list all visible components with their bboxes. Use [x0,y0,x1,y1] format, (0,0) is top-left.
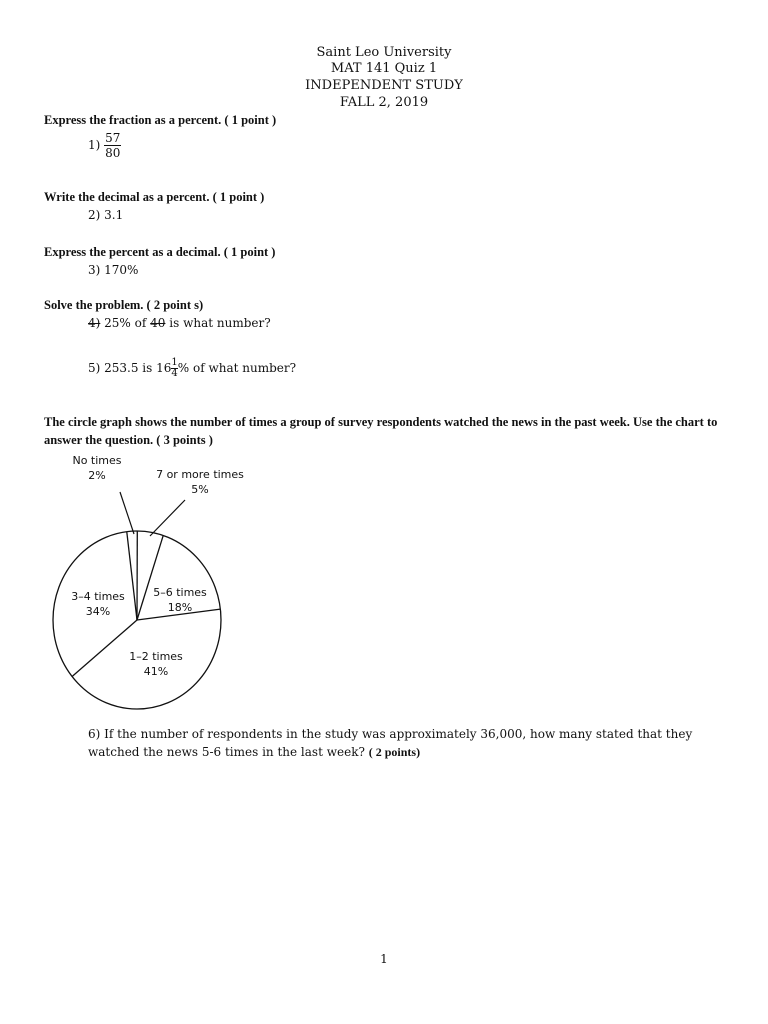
pie-value-label: 2% [88,469,106,482]
instruction-4: Solve the problem. ( 2 point s) [44,298,204,312]
question-5-rest: % of what number? [177,361,297,375]
question-2: 2) 3.1 [88,208,124,222]
question-1-number: 1) [88,138,101,152]
question-1 [88,131,121,160]
question-4 [88,316,271,330]
fraction-numerator: 57 [105,131,121,145]
header-university: Saint Leo University [316,45,452,60]
pie-leader-line [150,500,185,536]
pie-value-label: 41% [143,665,169,678]
question-6-text: 6) If the number of respondents in the study was approximately 36,000, how many stated that they watched the news 5-6 times in the last week? [88,727,693,759]
pie-label: 1–2 times [129,650,183,663]
header-study: INDEPENDENT STUDY [305,78,463,93]
page-number: 1 [380,952,388,966]
pie-label: 7 or more times [156,468,244,481]
question-4-of: of [134,316,147,330]
question-5 [88,358,296,379]
question-4-value: 40 [150,316,166,330]
pie-chart [40,450,280,710]
pie-leader-line [120,492,134,534]
question-5-lead: 5) 253.5 is 16 [88,361,172,375]
question-6-points: ( 2 points) [368,745,421,759]
header-course: MAT 141 Quiz 1 [330,61,438,76]
pie-label: No times [72,454,122,467]
pie-value-label: 34% [85,605,111,618]
question-5-frac-den: 4 [171,368,178,379]
pie-value-label: 5% [191,483,209,496]
instruction-2: Write the decimal as a percent. ( 1 point ) [44,190,265,204]
question-6 [88,725,728,761]
question-4-percent: 25% [104,316,131,330]
instruction-3: Express the percent as a decimal. ( 1 point ) [44,245,276,259]
instruction-1: Express the fraction as a percent. ( 1 point ) [44,113,277,127]
pie-value-label: 18% [167,601,193,614]
question-3: 3) 170% [88,263,139,277]
question-4-rest: is what number? [169,316,271,330]
fraction-denominator: 80 [105,146,121,160]
question-4-number: 4) [88,316,101,330]
pie-label: 3–4 times [71,590,125,603]
question-1-fraction [104,131,121,160]
question-5-frac-num: 1 [171,357,178,368]
header-term: FALL 2, 2019 [339,95,429,110]
pie-label: 5–6 times [153,586,207,599]
instruction-5: The circle graph shows the number of times a group of survey respondents watched the news in the past week. Use the chart to answer the question. ( 3 points ) [44,415,718,447]
